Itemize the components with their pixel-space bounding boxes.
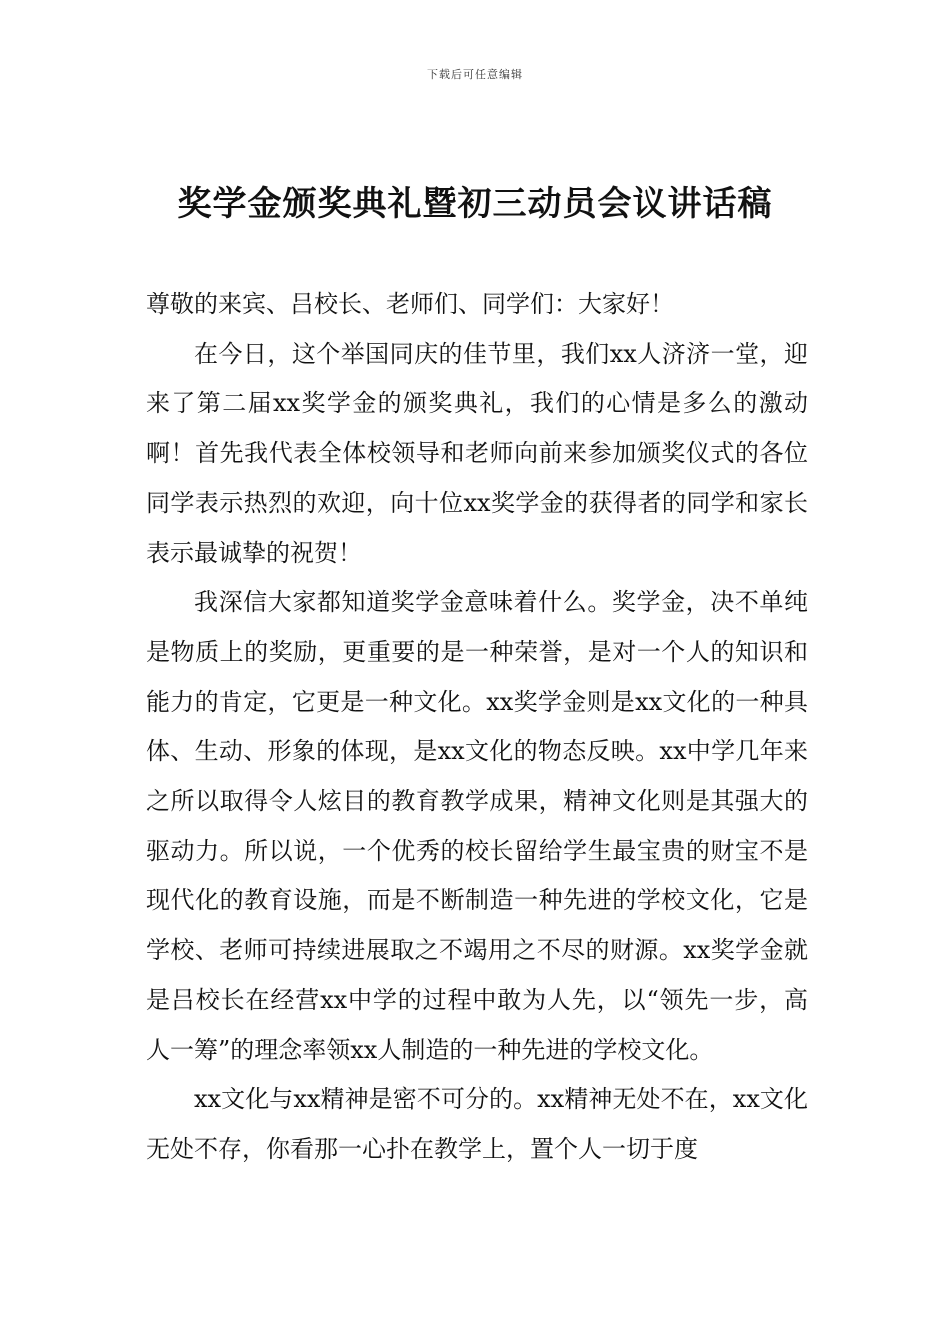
document-title: 奖学金颁奖典礼暨初三动员会议讲话稿	[177, 184, 773, 224]
document-body	[146, 280, 808, 1175]
header-note: 下载后可任意编辑	[427, 68, 523, 81]
paragraph-3: xx文化与xx精神是密不可分的。xx精神无处不在，xx文化无处不存，你看那一心扑在教学上，置个人一切于度	[146, 1085, 808, 1163]
paragraph-1: 在今日，这个举国同庆的佳节里，我们xx人济济一堂，迎来了第二届xx奖学金的颁奖典礼，我们的心情是多么的激动啊！首先我代表全体校领导和老师向前来参加颁奖仪式的各位同学表示热烈的欢迎，向十位xx奖学金的获得者的同学和家长表示最诚挚的祝贺！	[146, 339, 808, 567]
paragraph-2: 我深信大家都知道奖学金意味着什么。奖学金，决不单纯是物质上的奖励，更重要的是一种荣誉，是对一个人的知识和能力的肯定，它更是一种文化。xx奖学金则是xx文化的一种具体、生动、形象的体现，是xx文化的物态反映。xx中学几年来之所以取得令人炫目的教育教学成果，精神文化则是其强大的驱动力。所以说，一个优秀的校长留给学生最宝贵的财宝不是现代化的教育设施，而是不断制造一种先进的学校文化，它是学校、老师可持续进展取之不竭用之不尽的财源。xx奖学金就是吕校长在经营xx中学的过程中敢为人先，以“领先一步，高人一筹”的理念率领xx人制造的一种先进的学校文化。	[146, 588, 808, 1064]
salutation: 尊敬的来宾、吕校长、老师们、同学们：大家好！	[146, 290, 674, 318]
